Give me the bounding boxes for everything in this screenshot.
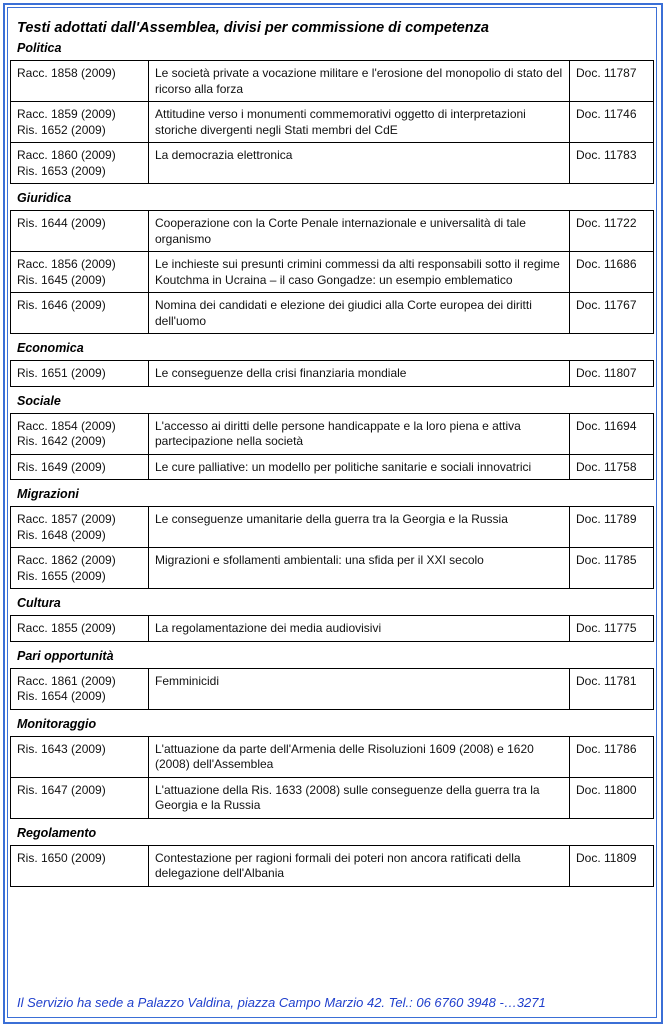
section-label: Monitoraggio <box>17 716 97 731</box>
reference-cell <box>11 293 149 334</box>
description-cell: Femminicidi <box>149 668 570 709</box>
document-content <box>10 18 654 887</box>
reference-cell <box>11 777 149 818</box>
document-number-cell: Doc. 11775 <box>570 616 654 642</box>
reference-cell <box>11 548 149 589</box>
reference-number: Ris. 1655 (2009) <box>17 568 106 583</box>
footer-contact: Il Servizio ha sede a Palazzo Valdina, piazza Campo Marzio 42. Tel.: 06 6760 3948 -…3271 <box>17 995 546 1010</box>
section-table <box>10 615 654 642</box>
reference-cell <box>11 736 149 777</box>
reference-cell <box>11 361 149 387</box>
reference-number: Ris. 1650 (2009) <box>17 850 106 865</box>
description-cell: Nomina dei candidati e elezione dei giudici alla Corte europea dei diritti dell'uomo <box>149 293 570 334</box>
table-row <box>11 293 654 334</box>
document-number-cell: Doc. 11686 <box>570 252 654 293</box>
document-number-cell: Doc. 11785 <box>570 548 654 589</box>
reference-cell <box>11 102 149 143</box>
reference-number: Racc. 1854 (2009) <box>17 418 116 433</box>
reference-number: Ris. 1649 (2009) <box>17 459 106 474</box>
description-cell: Contestazione per ragioni formali dei poteri non ancora ratificati della delegazione dell'Albania <box>149 845 570 886</box>
sections-container <box>10 40 654 887</box>
document-number-cell: Doc. 11800 <box>570 777 654 818</box>
description-cell: L'attuazione da parte dell'Armenia delle Risoluzioni 1609 (2008) e 1620 (2008) dell'Assemblea <box>149 736 570 777</box>
reference-number: Ris. 1643 (2009) <box>17 741 106 756</box>
document-number-cell: Doc. 11787 <box>570 61 654 102</box>
table-row <box>11 845 654 886</box>
reference-cell <box>11 143 149 184</box>
reference-number: Racc. 1855 (2009) <box>17 621 116 635</box>
table-row <box>11 548 654 589</box>
reference-number: Racc. 1857 (2009) <box>17 512 116 526</box>
reference-number: Racc. 1861 (2009) <box>17 673 116 688</box>
table-row <box>11 454 654 480</box>
section-label: Giuridica <box>17 191 72 205</box>
description-cell: Le conseguenze umanitarie della guerra tra la Georgia e la Russia <box>149 507 570 548</box>
reference-number: Racc. 1860 (2009) <box>17 148 116 162</box>
section-label: Migrazioni <box>17 487 79 501</box>
description-cell: L'attuazione della Ris. 1633 (2008) sulle conseguenze della guerra tra la Georgia e la Russia <box>149 777 570 818</box>
section-table <box>10 210 654 334</box>
table-row <box>11 61 654 102</box>
document-number-cell: Doc. 11694 <box>570 413 654 454</box>
reference-cell <box>11 454 149 480</box>
section-table <box>10 736 654 819</box>
document-number-cell: Doc. 11807 <box>570 361 654 387</box>
section-label: Economica <box>17 341 84 355</box>
description-cell: La regolamentazione dei media audiovisivi <box>149 616 570 642</box>
description-cell: L'accesso ai diritti delle persone handicappate e la loro piena e attiva partecipazione nella società <box>149 413 570 454</box>
document-number-cell: Doc. 11781 <box>570 668 654 709</box>
document-number-cell: Doc. 11783 <box>570 143 654 184</box>
section-table <box>10 360 654 387</box>
document-number-cell: Doc. 11767 <box>570 293 654 334</box>
reference-cell <box>11 845 149 886</box>
section-table <box>10 845 654 887</box>
reference-number: Ris. 1651 (2009) <box>17 366 106 380</box>
document-number-cell: Doc. 11789 <box>570 507 654 548</box>
document-number-cell: Doc. 11786 <box>570 736 654 777</box>
description-cell: Le società private a vocazione militare e l'erosione del monopolio di stato del ricorso alla forza <box>149 61 570 102</box>
section-label: Regolamento <box>17 825 97 840</box>
document-number-cell: Doc. 11758 <box>570 454 654 480</box>
reference-number: Ris. 1652 (2009) <box>17 122 106 137</box>
page-title: Testi adottati dall'Assemblea, divisi per commissione di competenza <box>17 20 489 36</box>
section-table <box>10 413 654 481</box>
description-cell: La democrazia elettronica <box>149 143 570 184</box>
document-number-cell: Doc. 11809 <box>570 845 654 886</box>
reference-number: Ris. 1654 (2009) <box>17 689 106 703</box>
reference-number: Ris. 1644 (2009) <box>17 216 106 230</box>
reference-number: Ris. 1653 (2009) <box>17 163 106 178</box>
reference-number: Ris. 1647 (2009) <box>17 782 106 797</box>
document-number-cell: Doc. 11746 <box>570 102 654 143</box>
table-row <box>11 143 654 184</box>
reference-cell <box>11 61 149 102</box>
table-row <box>11 777 654 818</box>
reference-cell <box>11 616 149 642</box>
description-cell: Attitudine verso i monumenti commemorativi oggetto di interpretazioni storiche divergenti negli Stati membri del CdE <box>149 102 570 143</box>
table-row <box>11 211 654 252</box>
section-table <box>10 668 654 710</box>
table-row <box>11 668 654 709</box>
table-row <box>11 102 654 143</box>
reference-cell <box>11 211 149 252</box>
section-label: Politica <box>17 41 62 55</box>
description-cell: Le inchieste sui presunti crimini commessi da alti responsabili sotto il regime Koutchma in Ucraina – il caso Gongadze: un esempio emblematico <box>149 252 570 293</box>
table-row <box>11 507 654 548</box>
reference-number: Ris. 1645 (2009) <box>17 272 106 287</box>
table-row <box>11 616 654 642</box>
section-table <box>10 60 654 184</box>
table-row <box>11 252 654 293</box>
section-label: Sociale <box>17 393 61 408</box>
reference-number: Racc. 1859 (2009) <box>17 107 116 121</box>
section-table <box>10 506 654 589</box>
reference-number: Ris. 1646 (2009) <box>17 298 106 312</box>
reference-cell <box>11 413 149 454</box>
table-row <box>11 361 654 387</box>
description-cell: Le conseguenze della crisi finanziaria mondiale <box>149 361 570 387</box>
reference-number: Racc. 1856 (2009) <box>17 257 116 271</box>
reference-number: Ris. 1648 (2009) <box>17 527 106 542</box>
description-cell: Le cure palliative: un modello per politiche sanitarie e sociali innovatrici <box>149 454 570 480</box>
reference-cell <box>11 507 149 548</box>
reference-cell <box>11 668 149 709</box>
table-row <box>11 736 654 777</box>
section-label: Pari opportunità <box>17 648 114 663</box>
reference-number: Ris. 1642 (2009) <box>17 434 106 448</box>
document-number-cell: Doc. 11722 <box>570 211 654 252</box>
section-label: Cultura <box>17 596 61 610</box>
reference-number: Racc. 1858 (2009) <box>17 66 116 80</box>
table-row <box>11 413 654 454</box>
reference-number: Racc. 1862 (2009) <box>17 553 116 567</box>
description-cell: Migrazioni e sfollamenti ambientali: una sfida per il XXI secolo <box>149 548 570 589</box>
description-cell: Cooperazione con la Corte Penale internazionale e universalità di tale organismo <box>149 211 570 252</box>
reference-cell <box>11 252 149 293</box>
